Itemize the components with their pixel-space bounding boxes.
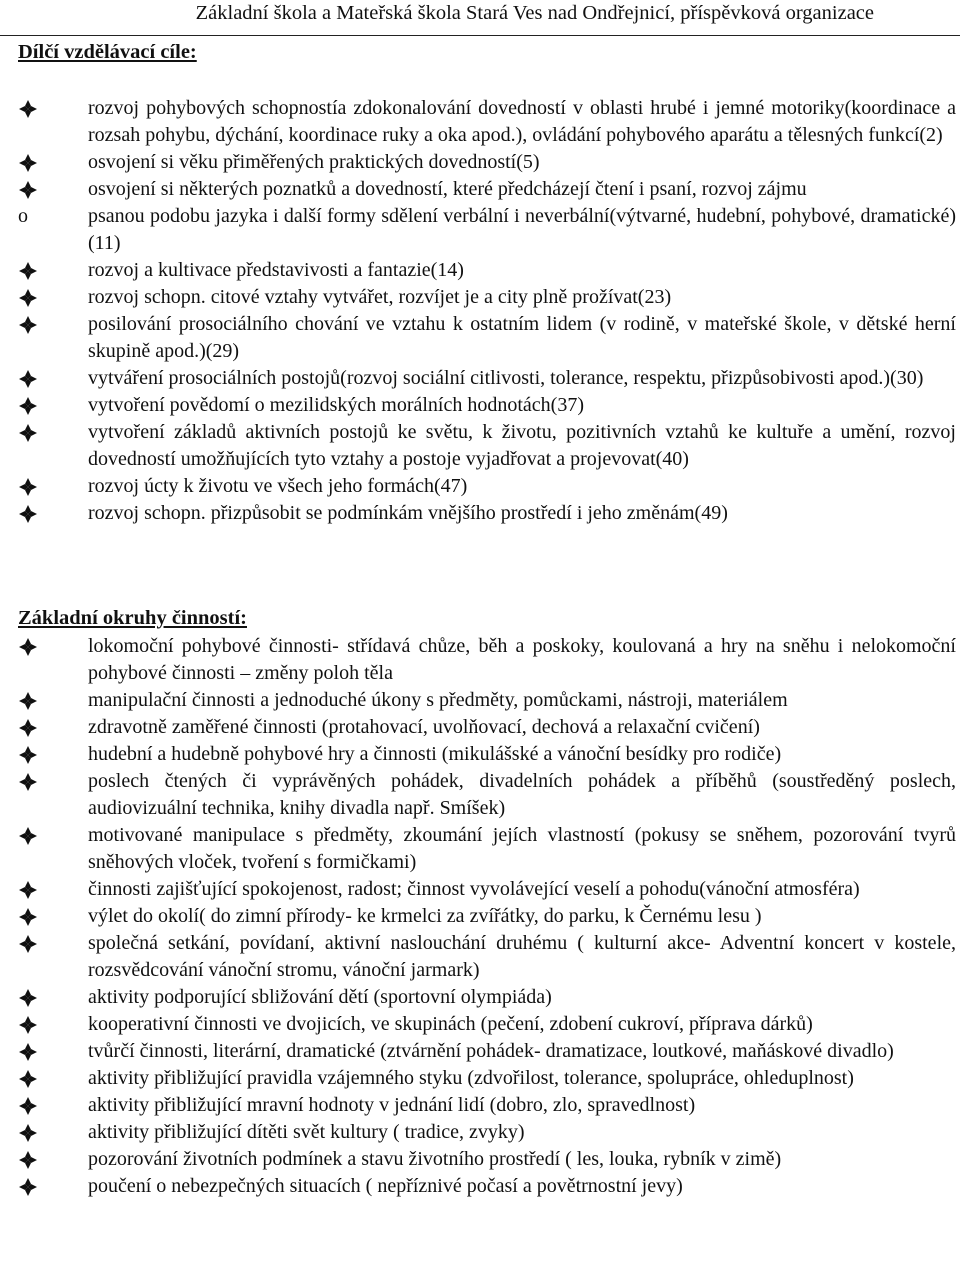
diamond-bullet-icon — [18, 396, 38, 416]
diamond-bullet-icon — [18, 772, 38, 792]
list-item-text: poučení o nebezpečných situacích ( nepříznivé počasí a povětrnostní jevy) — [88, 1175, 683, 1197]
diamond-bullet-icon — [18, 423, 38, 443]
diamond-bullet-icon — [18, 745, 38, 765]
list-item — [0, 311, 960, 365]
diamond-bullet-icon — [18, 934, 38, 954]
list-item — [0, 903, 960, 930]
list-item-text: tvůrčí činnosti, literární, dramatické (ztvárnění pohádek- dramatizace, loutkové, maňáskové divadlo) — [88, 1040, 894, 1062]
diamond-bullet-icon — [18, 504, 38, 524]
list-item — [0, 203, 960, 257]
list-item-text: činnosti zajišťující spokojenost, radost; činnost vyvolávející veselí a pohodu(vánoční atmosféra) — [88, 878, 860, 900]
diamond-bullet-icon — [18, 880, 38, 900]
list-item — [0, 741, 960, 768]
section-title-activities: Základní okruhy činností: — [18, 607, 247, 629]
list-item-text: rozvoj schopn. citové vztahy vytvářet, rozvíjet je a city plně prožívat(23) — [88, 286, 672, 308]
list-item — [0, 930, 960, 984]
diamond-bullet-icon — [18, 315, 38, 335]
diamond-bullet-icon — [18, 1177, 38, 1197]
list-item-text: aktivity podporující sbližování dětí (sportovní olympiáda) — [88, 986, 552, 1008]
list-item-text: posilování prosociálního chování ve vztahu k ostatním lidem (v rodině, v mateřské škole, v dětské herní skupině apod.)(29) — [88, 313, 956, 362]
list-item — [0, 687, 960, 714]
list-item-text: aktivity přibližující pravidla vzájemného styku (zdvořilost, tolerance, spolupráce, ohleduplnost) — [88, 1067, 854, 1089]
list-item-text: rozvoj schopn. přizpůsobit se podmínkám vnějšího prostředí i jeho změnám(49) — [88, 502, 728, 524]
diamond-bullet-icon — [18, 1123, 38, 1143]
list-item — [0, 984, 960, 1011]
list-item-text: osvojení si věku přiměřených praktických dovedností(5) — [88, 151, 540, 173]
list-item-text: lokomoční pohybové činnosti- střídavá chůze, běh a poskoky, koulovaná a hry na sněhu i nelokomoční pohybové činnosti – změny poloh těla — [88, 635, 956, 684]
diamond-bullet-icon — [18, 1150, 38, 1170]
list-item-text: poslech čtených či vyprávěných pohádek, divadelních pohádek a příběhů (soustředěný poslech, audiovizuální technika, knihy divadla např. Smíšek) — [88, 770, 956, 819]
list-item — [0, 1011, 960, 1038]
diamond-bullet-icon — [18, 691, 38, 711]
list-item-text: pozorování životních podmínek a stavu životního prostředí ( les, louka, rybník v zimě) — [88, 1148, 782, 1170]
list-item — [0, 419, 960, 473]
diamond-bullet-icon — [18, 988, 38, 1008]
list-item — [0, 392, 960, 419]
list-item-text: rozvoj úcty k životu ve všech jeho formách(47) — [88, 475, 468, 497]
diamond-bullet-icon — [18, 288, 38, 308]
list-item-text: manipulační činnosti a jednoduché úkony s předměty, pomůckami, nástroji, materiálem — [88, 689, 788, 711]
diamond-bullet-icon — [18, 1096, 38, 1116]
diamond-bullet-icon — [18, 369, 38, 389]
list-item-text: aktivity přibližující dítěti svět kultury ( tradice, zvyky) — [88, 1121, 525, 1143]
list-item — [0, 257, 960, 284]
list-item-text: výlet do okolí( do zimní přírody- ke krmelci za zvířátky, do parku, k Černému lesu ) — [88, 905, 762, 927]
list-item-text: vytvoření povědomí o mezilidských morálních hodnotách(37) — [88, 394, 584, 416]
diamond-bullet-icon — [18, 907, 38, 927]
list-item — [0, 1065, 960, 1092]
list-item — [0, 1092, 960, 1119]
list-item — [0, 876, 960, 903]
list-item-text: rozvoj pohybových schopnostía zdokonalování dovedností v oblasti hrubé i jemné motoriky(koordinace a rozsah pohybu, dýchání, koordinace ruky a oka apod.), ovládání pohybového aparátu a tělesných funkcí(2) — [88, 97, 956, 146]
school-name: Základní škola a Mateřská škola Stará Ves nad Ondřejnicí, příspěvková organizace — [195, 2, 874, 24]
circle-bullet-icon: o — [18, 205, 28, 227]
diamond-bullet-icon — [18, 826, 38, 846]
section-title-goals: Dílčí vzdělávací cíle: — [18, 41, 197, 63]
list-item — [0, 768, 960, 822]
list-item — [0, 633, 960, 687]
diamond-bullet-icon — [18, 99, 38, 119]
list-item-text: hudební a hudebně pohybové hry a činnosti (mikulášské a vánoční besídky pro rodiče) — [88, 743, 782, 765]
list-item — [0, 822, 960, 876]
goals-list — [0, 95, 960, 527]
diamond-bullet-icon — [18, 477, 38, 497]
list-item — [0, 1146, 960, 1173]
list-item-text: osvojení si některých poznatků a dovedností, které předcházejí čtení i psaní, rozvoj zájmu — [88, 178, 807, 200]
list-item-text: zdravotně zaměřené činnosti (protahovací, uvolňovací, dechová a relaxační cvičení) — [88, 716, 760, 738]
diamond-bullet-icon — [18, 153, 38, 173]
list-item-text: vytváření prosociálních postojů(rozvoj sociální citlivosti, tolerance, respektu, přizpůsobivosti apod.)(30) — [88, 367, 924, 389]
page-header — [0, 0, 960, 36]
list-item — [0, 500, 960, 527]
diamond-bullet-icon — [18, 1042, 38, 1062]
list-item-text: rozvoj a kultivace představivosti a fantazie(14) — [88, 259, 464, 281]
list-item — [0, 1119, 960, 1146]
list-item — [0, 1038, 960, 1065]
diamond-bullet-icon — [18, 261, 38, 281]
list-item — [0, 95, 960, 149]
list-item — [0, 473, 960, 500]
diamond-bullet-icon — [18, 718, 38, 738]
diamond-bullet-icon — [18, 1069, 38, 1089]
list-item — [0, 284, 960, 311]
list-item-text: psanou podobu jazyka i další formy sdělení verbální i neverbální(výtvarné, hudební, pohybové, dramatické)(11) — [88, 205, 956, 254]
list-item-text: vytvoření základů aktivních postojů ke světu, k životu, pozitivních vztahů ke kultuře a umění, rozvoj dovedností umožňujících tyto vztahy a postoje vyjadřovat a projevovat(40) — [88, 421, 956, 470]
list-item — [0, 149, 960, 176]
list-item-text: společná setkání, povídaní, aktivní naslouchání druhému ( kulturní akce- Adventní koncert v kostele, rozsvědcování vánoční stromu, vánoční jarmark) — [88, 932, 956, 981]
list-item — [0, 176, 960, 203]
list-item-text: aktivity přibližující mravní hodnoty v jednání lidí (dobro, zlo, spravedlnost) — [88, 1094, 696, 1116]
diamond-bullet-icon — [18, 180, 38, 200]
list-item — [0, 365, 960, 392]
activities-list — [0, 633, 960, 1200]
list-item — [0, 1173, 960, 1200]
diamond-bullet-icon — [18, 1015, 38, 1035]
list-item-text: kooperativní činnosti ve dvojicích, ve skupinách (pečení, zdobení cukroví, příprava dárků) — [88, 1013, 813, 1035]
list-item — [0, 714, 960, 741]
list-item-text: motivované manipulace s předměty, zkoumání jejích vlastností (pokusy se sněhem, pozorování tvyrů sněhových vloček, tvoření s formičkami) — [88, 824, 956, 873]
diamond-bullet-icon — [18, 637, 38, 657]
